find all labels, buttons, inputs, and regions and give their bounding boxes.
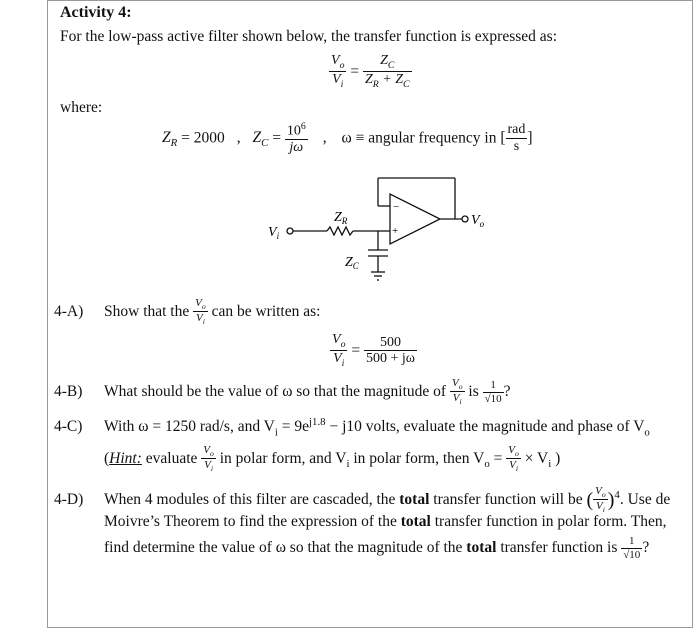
where-label: where: (60, 99, 103, 116)
q4c-hint: (Hint: evaluate $\frac{V_o}{V_i}$ in polar form, and $V_i$ in polar form, then $V_o$ = $\frac{V_o}{V_i}$ × $V_i$ ) (104, 444, 561, 474)
q4c-label: 4-C) (54, 418, 83, 436)
tf-lhs: $\frac{V_o}{V_i}$ (331, 53, 345, 90)
tf-equals: = (350, 62, 360, 80)
transfer-function (329, 54, 412, 91)
vo-label: $V_o$ (471, 213, 485, 229)
q4d-line1: 4-D) When 4 modules of this filter are cascaded, the total transfer function will be ( $\frac{V_o}{V_i}$ )$^4$. Use de (54, 485, 671, 515)
q4a-row: 4-A) Show that the $\frac{V_o}{V_i}$ can be written as: (54, 297, 321, 327)
q4a-label: 4-A) (54, 303, 84, 321)
zr-label: $Z_R$ (334, 210, 348, 226)
q4d-line3: find determine the value of ω so that the magnitude of the total transfer function is $\frac{1}{√10}$ ? (104, 535, 650, 561)
vi-terminal (287, 228, 293, 234)
q4c-row: 4-C) With ω = 1250 rad/s, and $V_i = 9e^{j1.8} - j10$ volts, evaluate the magnitude and phase of $V_o$ (54, 416, 650, 439)
intro-text: For the low-pass active filter shown below, the transfer function is expressed as: (60, 28, 558, 45)
unit-fraction: $\frac{\text{rad}}{s}$ (507, 122, 526, 155)
tf-rhs: $\frac{Z_C}{Z_R + Z_C}$ (364, 53, 410, 90)
minus-sign: − (393, 201, 400, 213)
q4b-fraction: $\frac{V_o}{V_i}$ (451, 377, 463, 407)
q4d-label: 4-D) (54, 491, 84, 509)
q4a-result: $\frac{V_o}{V_i}$ = $\frac{500}{500 + j\omega}$ (332, 332, 415, 369)
q4a-fraction: $\frac{V_o}{V_i}$ (195, 297, 206, 327)
q4b-label: 4-B) (54, 383, 83, 401)
zc-label: $Z_C$ (345, 255, 359, 271)
vi-label: $V_i$ (268, 225, 280, 241)
zc-fraction: $\frac{10^6}{j\omega}$ (286, 121, 306, 156)
activity-title: Activity 4: (60, 4, 132, 21)
resistor-zr (327, 227, 353, 235)
plus-sign: + (392, 225, 399, 237)
op-amp-circuit (250, 172, 500, 292)
q4b-target: $\frac{1}{√10}$ (484, 379, 502, 405)
q4d-target: $\frac{1}{√10}$ (623, 535, 641, 561)
q4b-row: 4-B) What should be the value of ω so that the magnitude of $\frac{V_o}{V_i}$ is $\frac{1}{√10}$ ? (54, 377, 511, 407)
definitions-line: $Z_R = 2000$ , $Z_C$ = $\frac{10^6}{j\omega}$ , ω ≡ angular frequency in [ $\frac{\text{rad}}{s}$ ] (162, 121, 533, 156)
vo-terminal (462, 216, 468, 222)
q4d-line2: Moivre’s Theorem to find the expression of the total transfer function in polar form. Then, (104, 513, 667, 530)
